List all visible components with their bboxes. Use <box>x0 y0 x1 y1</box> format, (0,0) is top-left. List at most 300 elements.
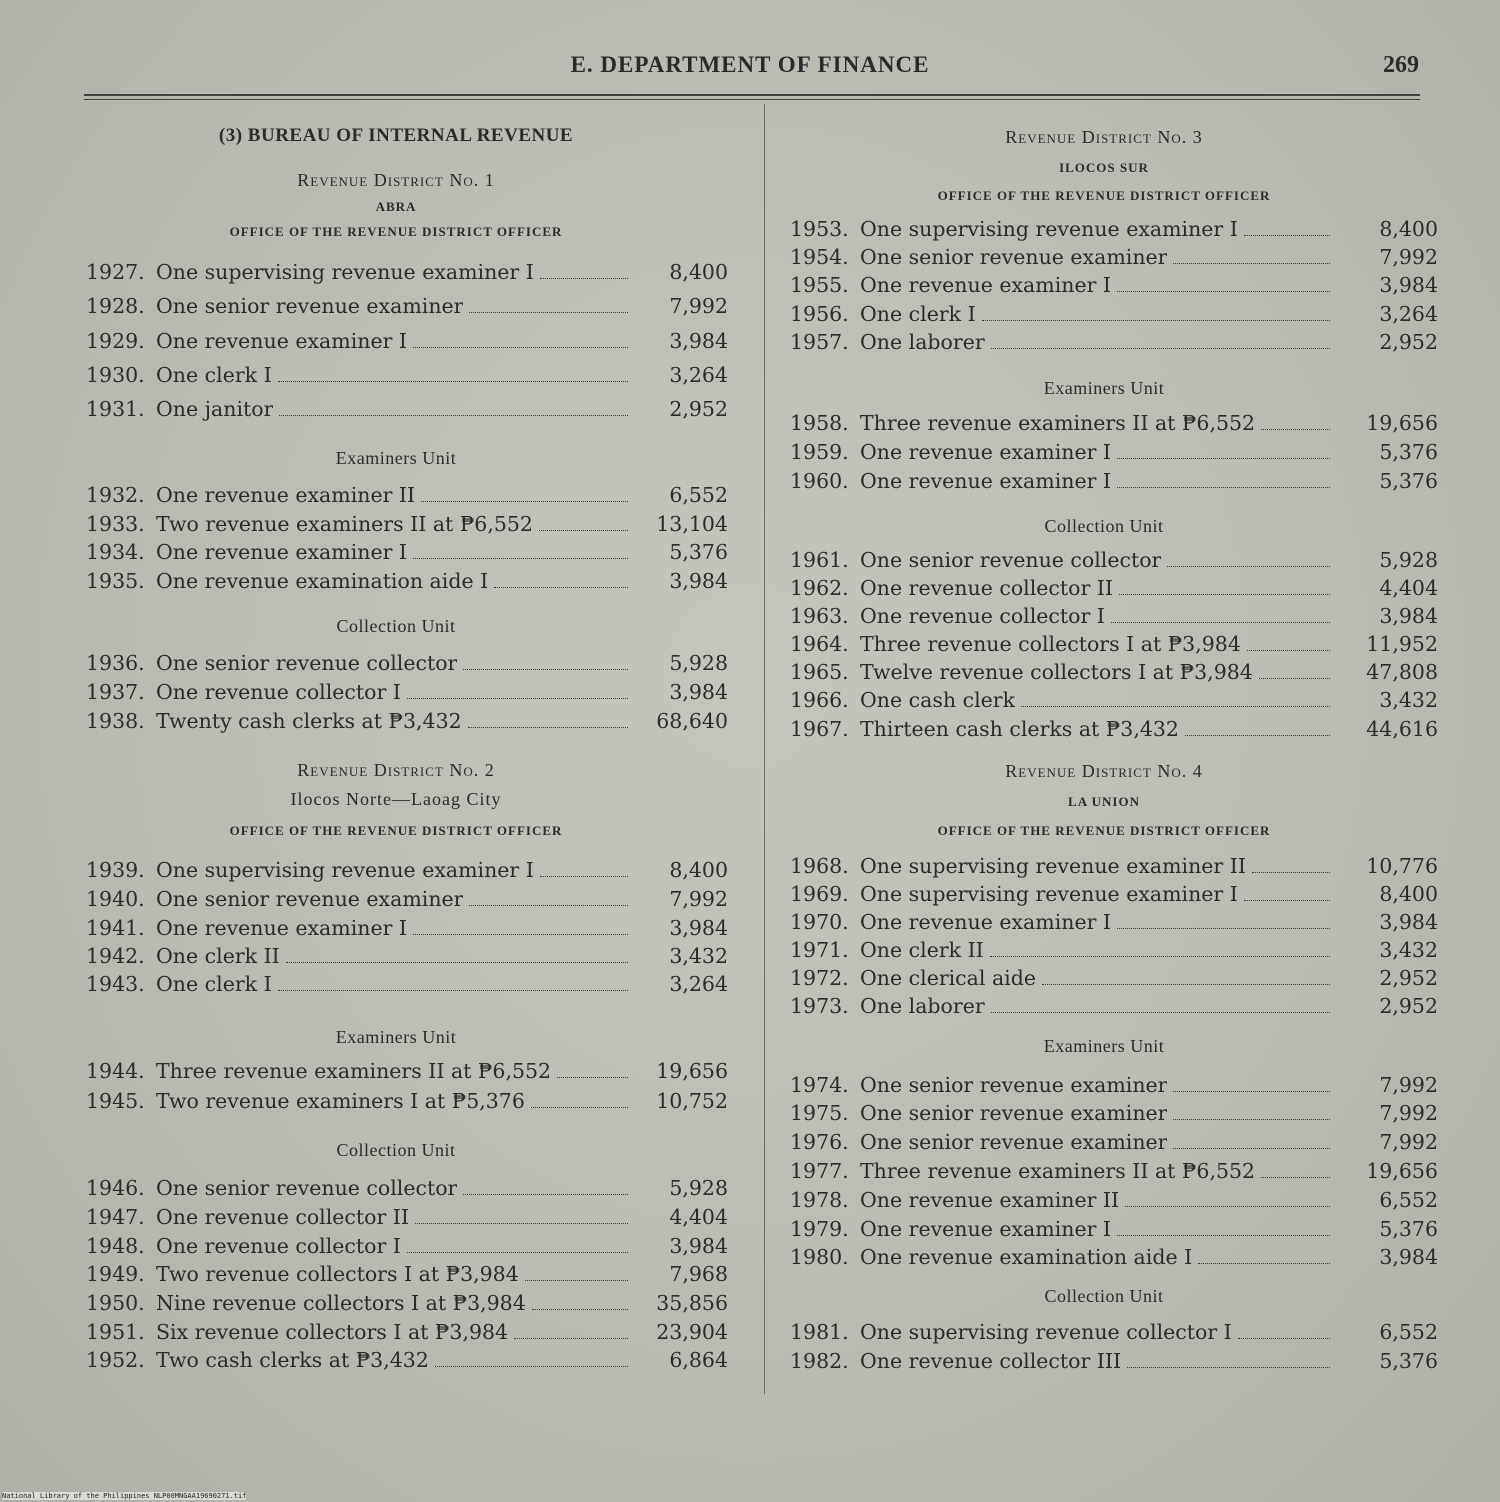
item-description-wrap <box>156 540 632 564</box>
unit-heading: Examiners Unit <box>335 1027 457 1047</box>
line-item <box>790 688 1438 716</box>
item-description-wrap <box>156 709 632 733</box>
line-item <box>86 1059 728 1087</box>
item-amount: 3,264 <box>669 363 728 387</box>
item-number: 1971. <box>790 938 849 962</box>
item-description-wrap <box>860 302 1334 326</box>
item-amount: 8,400 <box>669 260 728 284</box>
item-description: One supervising revenue examiner I <box>156 260 534 284</box>
item-number: 1928. <box>86 294 145 318</box>
item-number: 1944. <box>86 1059 145 1083</box>
item-amount: 4,404 <box>669 1205 728 1229</box>
item-description: Two revenue examiners II at ₱6,552 <box>156 512 533 536</box>
line-item <box>790 632 1438 660</box>
dot-leader <box>463 1193 628 1195</box>
item-description-wrap <box>860 245 1334 269</box>
dot-leader <box>1119 593 1330 595</box>
line-item <box>86 483 728 511</box>
dot-leader <box>1185 734 1330 736</box>
item-description-wrap <box>156 1176 632 1200</box>
item-amount: 8,400 <box>669 858 728 882</box>
item-description: One clerk I <box>156 972 272 996</box>
dot-leader <box>1021 705 1330 707</box>
item-description-wrap <box>860 910 1334 934</box>
line-item <box>86 540 728 568</box>
item-description: One revenue examiner I <box>156 329 408 353</box>
district-heading: Revenue District No. 2 <box>297 760 495 780</box>
item-number: 1963. <box>790 604 849 628</box>
item-amount: 3,984 <box>1379 1245 1438 1269</box>
item-number: 1970. <box>790 910 849 934</box>
item-number: 1956. <box>790 302 849 326</box>
district-place: ILOCOS SUR <box>1059 160 1149 175</box>
item-description-wrap <box>860 688 1334 712</box>
district-heading: Revenue District No. 3 <box>1005 127 1203 147</box>
item-description-wrap <box>156 972 632 996</box>
dot-leader <box>990 955 1330 957</box>
line-item <box>790 576 1438 604</box>
unit-heading: Examiners Unit <box>1043 1036 1165 1056</box>
item-description-wrap <box>860 717 1334 741</box>
item-amount: 3,984 <box>669 916 728 940</box>
column-divider <box>764 104 765 1394</box>
unit-heading: Collection Unit <box>336 1140 456 1160</box>
dot-leader <box>1173 262 1330 264</box>
item-description-wrap <box>156 1234 632 1258</box>
dot-leader <box>1247 649 1330 651</box>
dot-leader <box>1117 927 1330 929</box>
district-place: ABRA <box>375 199 417 214</box>
item-description: One revenue collector I <box>860 604 1105 628</box>
item-number: 1931. <box>86 397 145 421</box>
line-item <box>86 858 728 886</box>
line-item <box>86 709 728 737</box>
item-number: 1975. <box>790 1101 849 1125</box>
item-number: 1964. <box>790 632 849 656</box>
item-description: One senior revenue examiner <box>156 887 464 911</box>
line-item <box>86 512 728 540</box>
unit-heading: Collection Unit <box>1044 516 1164 536</box>
dot-leader <box>469 311 628 313</box>
item-number: 1954. <box>790 245 849 269</box>
dot-leader <box>1125 1205 1330 1207</box>
line-item <box>86 680 728 708</box>
item-number: 1951. <box>86 1320 145 1344</box>
item-number: 1933. <box>86 512 145 536</box>
line-item <box>86 569 728 597</box>
item-description: One clerk I <box>860 302 976 326</box>
item-description-wrap <box>860 854 1334 878</box>
header-rule-thin <box>84 99 1420 100</box>
item-description: One revenue examination aide I <box>860 1245 1193 1269</box>
item-number: 1959. <box>790 440 849 464</box>
item-description-wrap <box>156 916 632 940</box>
item-amount: 3,264 <box>669 972 728 996</box>
item-number: 1979. <box>790 1217 849 1241</box>
dot-leader <box>1261 1176 1330 1178</box>
dot-leader <box>540 277 628 279</box>
item-number: 1947. <box>86 1205 145 1229</box>
line-item <box>86 1291 728 1319</box>
item-description-wrap <box>860 440 1334 464</box>
item-description-wrap <box>860 576 1334 600</box>
item-description: Twelve revenue collectors I at ₱3,984 <box>860 660 1253 684</box>
line-item <box>790 1320 1438 1348</box>
item-description-wrap <box>860 273 1334 297</box>
dot-leader <box>435 1365 628 1367</box>
dot-leader <box>1173 1147 1330 1149</box>
item-amount: 5,928 <box>669 651 728 675</box>
item-description-wrap <box>860 469 1334 493</box>
line-item <box>790 273 1438 301</box>
line-item <box>86 260 728 288</box>
item-amount: 7,992 <box>1379 245 1438 269</box>
district-office-heading: OFFICE OF THE REVENUE DISTRICT OFFICER <box>229 224 563 239</box>
line-item <box>790 854 1438 882</box>
dot-leader <box>494 586 628 588</box>
dot-leader <box>514 1337 628 1339</box>
dot-leader <box>1042 983 1330 985</box>
line-item <box>86 651 728 679</box>
item-number: 1968. <box>790 854 849 878</box>
item-number: 1932. <box>86 483 145 507</box>
item-number: 1948. <box>86 1234 145 1258</box>
unit-heading: Examiners Unit <box>335 448 457 468</box>
dot-leader <box>413 933 628 935</box>
line-item <box>790 1130 1438 1158</box>
item-amount: 3,264 <box>1379 302 1438 326</box>
item-amount: 44,616 <box>1366 717 1438 741</box>
dot-leader <box>469 904 628 906</box>
item-description: One revenue collector I <box>156 1234 401 1258</box>
item-description: One revenue collector I <box>156 680 401 704</box>
dot-leader <box>539 529 628 531</box>
line-item <box>790 469 1438 497</box>
item-description-wrap <box>860 330 1334 354</box>
line-item <box>790 994 1438 1022</box>
item-description-wrap <box>860 1188 1334 1212</box>
line-item <box>790 882 1438 910</box>
item-description: One cash clerk <box>860 688 1015 712</box>
item-description-wrap <box>156 680 632 704</box>
item-description: Six revenue collectors I at ₱3,984 <box>156 1320 509 1344</box>
item-description: One laborer <box>860 994 985 1018</box>
item-description: One senior revenue collector <box>156 1176 458 1200</box>
dot-leader <box>532 1308 628 1310</box>
item-number: 1976. <box>790 1130 849 1154</box>
item-number: 1930. <box>86 363 145 387</box>
item-number: 1940. <box>86 887 145 911</box>
item-description: One clerk II <box>156 944 280 968</box>
item-description-wrap <box>156 397 632 421</box>
item-number: 1935. <box>86 569 145 593</box>
item-description-wrap <box>156 483 632 507</box>
item-amount: 19,656 <box>656 1059 728 1083</box>
item-description-wrap <box>860 548 1334 572</box>
district-office-heading: OFFICE OF THE REVENUE DISTRICT OFFICER <box>229 823 563 838</box>
item-amount: 5,376 <box>1379 1217 1438 1241</box>
dot-leader <box>1238 1337 1330 1339</box>
item-description: One supervising revenue examiner II <box>860 854 1246 878</box>
item-description-wrap <box>860 217 1334 241</box>
line-item <box>790 938 1438 966</box>
header-rule <box>84 94 1420 96</box>
district-office-heading: OFFICE OF THE REVENUE DISTRICT OFFICER <box>937 188 1271 203</box>
item-description-wrap <box>156 1089 632 1113</box>
line-item <box>86 1205 728 1233</box>
item-number: 1961. <box>790 548 849 572</box>
item-amount: 5,376 <box>1379 469 1438 493</box>
item-number: 1949. <box>86 1262 145 1286</box>
item-description-wrap <box>860 632 1334 656</box>
item-number: 1953. <box>790 217 849 241</box>
item-description-wrap <box>860 882 1334 906</box>
item-description: One senior revenue examiner <box>860 1073 1168 1097</box>
line-item <box>790 330 1438 358</box>
dot-leader <box>1244 234 1330 236</box>
district-heading: Revenue District No. 1 <box>297 170 495 190</box>
item-description: Three revenue examiners II at ₱6,552 <box>156 1059 552 1083</box>
line-item <box>790 1349 1438 1377</box>
item-description: One clerk II <box>860 938 984 962</box>
unit-heading: Collection Unit <box>336 616 456 636</box>
item-description: One revenue examination aide I <box>156 569 489 593</box>
dot-leader <box>278 989 628 991</box>
item-amount: 7,992 <box>669 294 728 318</box>
item-description: One supervising revenue collector I <box>860 1320 1232 1344</box>
item-amount: 3,432 <box>669 944 728 968</box>
item-number: 1960. <box>790 469 849 493</box>
dot-leader <box>421 500 628 502</box>
item-description: Three revenue examiners II at ₱6,552 <box>860 411 1256 435</box>
item-description: Two cash clerks at ₱3,432 <box>156 1348 429 1372</box>
item-amount: 2,952 <box>1379 330 1438 354</box>
item-number: 1939. <box>86 858 145 882</box>
line-item <box>86 397 728 425</box>
item-description-wrap <box>860 1217 1334 1241</box>
line-item <box>790 910 1438 938</box>
item-number: 1936. <box>86 651 145 675</box>
district-heading: Revenue District No. 4 <box>1005 761 1203 781</box>
line-item <box>790 217 1438 245</box>
item-number: 1937. <box>86 680 145 704</box>
item-description-wrap <box>156 1291 632 1315</box>
item-description-wrap <box>156 1320 632 1344</box>
line-item <box>790 1217 1438 1245</box>
item-number: 1942. <box>86 944 145 968</box>
item-amount: 7,968 <box>669 1262 728 1286</box>
item-description-wrap <box>156 569 632 593</box>
item-description-wrap <box>156 363 632 387</box>
item-description: One supervising revenue examiner I <box>860 217 1238 241</box>
item-description: Twenty cash clerks at ₱3,432 <box>156 709 462 733</box>
item-description-wrap <box>860 1101 1334 1125</box>
line-item <box>86 329 728 357</box>
line-item <box>86 1320 728 1348</box>
dot-leader <box>982 319 1330 321</box>
item-number: 1929. <box>86 329 145 353</box>
item-amount: 5,928 <box>669 1176 728 1200</box>
dot-leader <box>540 875 628 877</box>
item-number: 1950. <box>86 1291 145 1315</box>
item-amount: 3,984 <box>1379 604 1438 628</box>
item-amount: 3,984 <box>669 569 728 593</box>
dot-leader <box>1127 1366 1330 1368</box>
item-description: Nine revenue collectors I at ₱3,984 <box>156 1291 526 1315</box>
item-amount: 6,864 <box>669 1348 728 1372</box>
item-description-wrap <box>156 858 632 882</box>
line-item <box>790 1245 1438 1273</box>
line-item <box>86 916 728 944</box>
item-amount: 6,552 <box>1379 1320 1438 1344</box>
item-number: 1974. <box>790 1073 849 1097</box>
item-amount: 3,984 <box>669 1234 728 1258</box>
item-description: One revenue collector II <box>860 576 1113 600</box>
line-item <box>790 411 1438 439</box>
item-description-wrap <box>156 944 632 968</box>
item-amount: 3,432 <box>1379 938 1438 962</box>
item-amount: 7,992 <box>1379 1101 1438 1125</box>
item-amount: 2,952 <box>669 397 728 421</box>
item-description-wrap <box>860 966 1334 990</box>
item-description: One revenue collector II <box>156 1205 409 1229</box>
line-item <box>86 1348 728 1376</box>
item-number: 1927. <box>86 260 145 284</box>
line-item <box>790 245 1438 273</box>
item-number: 1977. <box>790 1159 849 1183</box>
line-item <box>790 966 1438 994</box>
item-description-wrap <box>156 651 632 675</box>
item-description-wrap <box>860 1159 1334 1183</box>
line-item <box>790 440 1438 468</box>
item-amount: 7,992 <box>669 887 728 911</box>
item-description-wrap <box>156 887 632 911</box>
item-amount: 35,856 <box>656 1291 728 1315</box>
item-amount: 4,404 <box>1379 576 1438 600</box>
item-number: 1958. <box>790 411 849 435</box>
dot-leader <box>1244 899 1330 901</box>
item-number: 1952. <box>86 1348 145 1372</box>
item-description-wrap <box>156 1059 632 1083</box>
item-description: Two revenue collectors I at ₱3,984 <box>156 1262 519 1286</box>
item-description: One revenue examiner I <box>156 540 408 564</box>
item-number: 1938. <box>86 709 145 733</box>
page-header <box>0 52 1500 82</box>
line-item <box>790 660 1438 688</box>
dot-leader <box>1111 621 1330 623</box>
item-number: 1945. <box>86 1089 145 1113</box>
dot-leader <box>407 697 628 699</box>
dot-leader <box>1173 1090 1330 1092</box>
dot-leader <box>1252 871 1330 873</box>
item-amount: 10,752 <box>656 1089 728 1113</box>
line-item <box>86 363 728 391</box>
dot-leader <box>991 1011 1330 1013</box>
item-number: 1962. <box>790 576 849 600</box>
item-description-wrap <box>156 329 632 353</box>
item-description: One revenue collector III <box>860 1349 1122 1373</box>
line-item <box>790 548 1438 576</box>
bureau-title: (3) BUREAU OF INTERNAL REVENUE <box>218 125 574 146</box>
item-amount: 5,376 <box>1379 1349 1438 1373</box>
item-amount: 68,640 <box>656 709 728 733</box>
item-amount: 23,904 <box>656 1320 728 1344</box>
item-description: One revenue examiner I <box>156 916 408 940</box>
line-item <box>790 302 1438 330</box>
dot-leader <box>1117 1234 1330 1236</box>
item-description: One janitor <box>156 397 274 421</box>
item-amount: 8,400 <box>1379 217 1438 241</box>
item-number: 1981. <box>790 1320 849 1344</box>
dot-leader <box>407 1251 628 1253</box>
item-description-wrap <box>860 1320 1334 1344</box>
item-description-wrap <box>860 1130 1334 1154</box>
item-amount: 6,552 <box>669 483 728 507</box>
item-description-wrap <box>156 1262 632 1286</box>
dot-leader <box>1117 486 1330 488</box>
item-amount: 5,376 <box>1379 440 1438 464</box>
item-description: One revenue examiner I <box>860 273 1112 297</box>
district-place: LA UNION <box>1068 794 1140 809</box>
item-description: One revenue examiner I <box>860 910 1112 934</box>
item-amount: 47,808 <box>1366 660 1438 684</box>
item-amount: 3,984 <box>1379 273 1438 297</box>
district-office-heading: OFFICE OF THE REVENUE DISTRICT OFFICER <box>937 823 1271 838</box>
item-number: 1955. <box>790 273 849 297</box>
item-amount: 5,928 <box>1379 548 1438 572</box>
item-amount: 2,952 <box>1379 994 1438 1018</box>
item-amount: 2,952 <box>1379 966 1438 990</box>
item-description-wrap <box>860 994 1334 1018</box>
item-number: 1980. <box>790 1245 849 1269</box>
line-item <box>86 1089 728 1117</box>
item-amount: 19,656 <box>1366 411 1438 435</box>
item-description: One revenue examiner I <box>860 469 1112 493</box>
item-number: 1978. <box>790 1188 849 1212</box>
item-number: 1934. <box>86 540 145 564</box>
scan-footer: National Library of the Philippines NLP00MNGAA19690271.tif <box>2 1492 247 1500</box>
dot-leader <box>279 414 628 416</box>
dot-leader <box>278 380 628 382</box>
item-description-wrap <box>860 1349 1334 1373</box>
line-item <box>86 1234 728 1262</box>
item-amount: 11,952 <box>1366 632 1438 656</box>
dot-leader <box>1198 1262 1330 1264</box>
item-number: 1972. <box>790 966 849 990</box>
item-number: 1957. <box>790 330 849 354</box>
line-item <box>790 1159 1438 1187</box>
line-item <box>86 887 728 915</box>
item-number: 1946. <box>86 1176 145 1200</box>
item-description-wrap <box>156 294 632 318</box>
item-amount: 19,656 <box>1366 1159 1438 1183</box>
line-item <box>790 1073 1438 1101</box>
item-description: Two revenue examiners I at ₱5,376 <box>156 1089 525 1113</box>
page-number: 269 <box>1383 52 1419 78</box>
item-description-wrap <box>860 604 1334 628</box>
item-description: Thirteen cash clerks at ₱3,432 <box>860 717 1179 741</box>
dot-leader <box>531 1106 628 1108</box>
line-item <box>86 294 728 322</box>
item-description-wrap <box>860 938 1334 962</box>
item-amount: 7,992 <box>1379 1130 1438 1154</box>
item-description-wrap <box>156 512 632 536</box>
dot-leader <box>1117 290 1330 292</box>
line-item <box>790 717 1438 745</box>
item-description: Three revenue collectors I at ₱3,984 <box>860 632 1241 656</box>
item-description: One supervising revenue examiner I <box>860 882 1238 906</box>
item-description: One senior revenue examiner <box>860 1101 1168 1125</box>
